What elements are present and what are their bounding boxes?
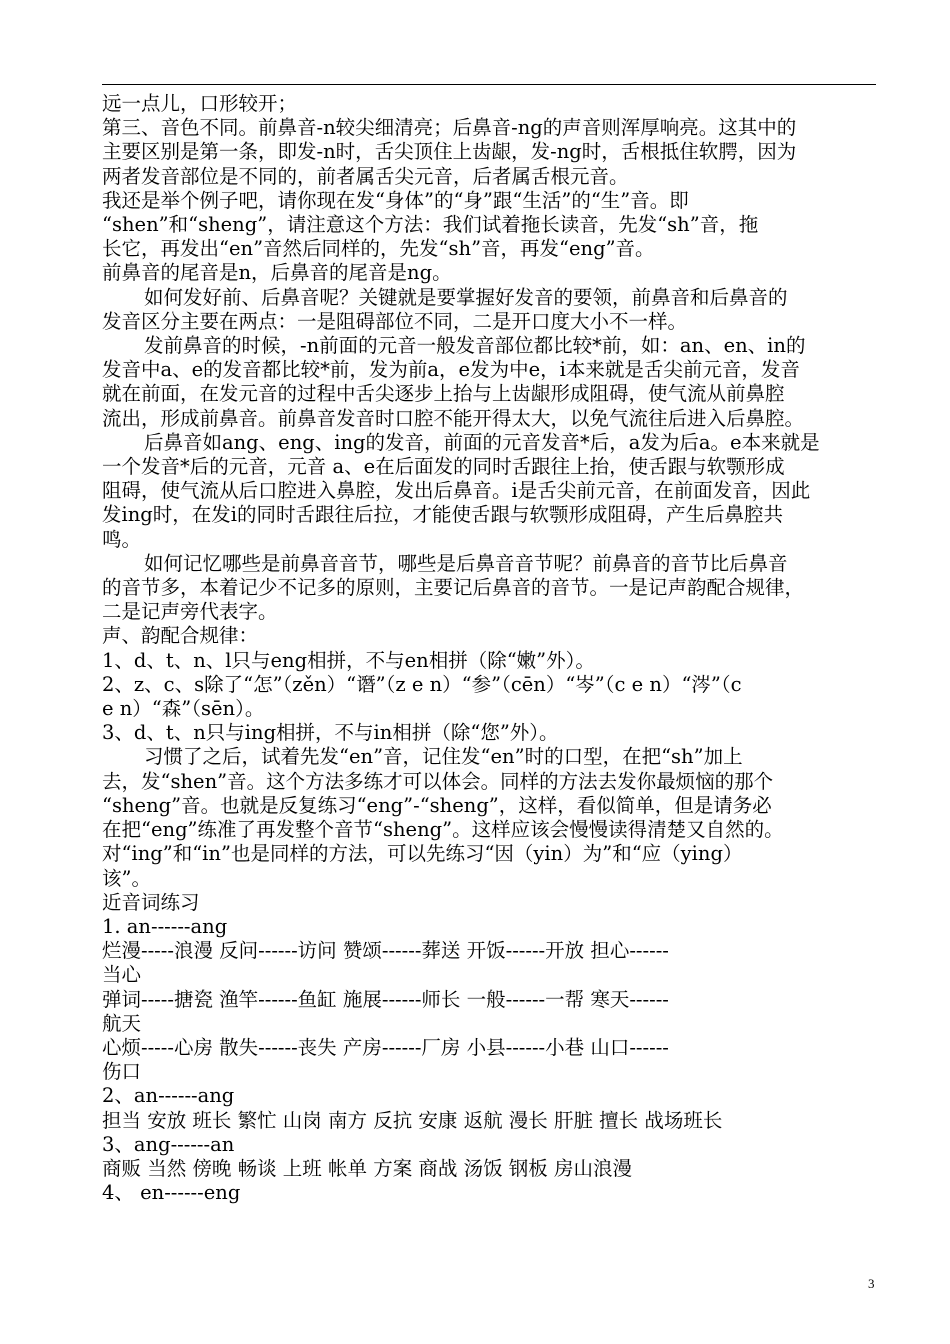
text-line: 对“ing”和“in”也是同样的方法，可以先练习“因（yin）为”和“应（ying） bbox=[102, 842, 743, 866]
text-line: 发ing时，在发i的同时舌跟往后拉，才能使舌跟与软颚形成阻碍，产生后鼻腔共 bbox=[102, 503, 784, 527]
text-line: 第三、音色不同。前鼻音-n较尖细清亮；后鼻音-ng的声音则浑厚响亮。这其中的 bbox=[102, 116, 797, 140]
document-body bbox=[102, 92, 880, 1205]
text-line: 后鼻音如ang、eng、ing的发音，前面的元音发音*后，a发为后a。e本来就是 bbox=[144, 430, 820, 454]
text-line: 发前鼻音的时候，-n前面的元音一般发音部位都比较*前，如：an、en、in的 bbox=[144, 334, 806, 358]
text-line: 3、d、t、n只与ing相拼，不与in相拼（除“您”外）。 bbox=[102, 721, 559, 745]
text-line: 阻碍，使气流从后口腔进入鼻腔，发出后鼻音。i是舌尖前元音，在前面发音，因此 bbox=[102, 479, 811, 503]
text-line: 1、d、t、n、l只与eng相拼，不与en相拼（除“嫩”外）。 bbox=[102, 648, 595, 672]
text-line: 2、an------ang bbox=[102, 1084, 235, 1108]
text-line: 声、韵配合规律： bbox=[102, 624, 259, 648]
text-line: 该”。 bbox=[102, 866, 151, 890]
text-line: 我还是举个例子吧，请你现在发“身体”的“身”跟“生活”的“生”音。即 bbox=[102, 188, 689, 212]
text-line: 去，发“shen”音。这个方法多练才可以体会。同样的方法去发你最烦恼的那个 bbox=[102, 769, 774, 793]
section-heading: 近音词练习 bbox=[102, 890, 200, 914]
text-line: 伤口 bbox=[102, 1060, 142, 1084]
text-line: 如何记忆哪些是前鼻音音节，哪些是后鼻音音节呢？前鼻音的音节比后鼻音 bbox=[144, 551, 788, 575]
text-line: 习惯了之后，试着先发“en”音，记住发“en”时的口型，在把“sh”加上 bbox=[144, 745, 743, 769]
text-line: 当心 bbox=[102, 963, 142, 987]
text-line: 主要区别是第一条，即发-n时，舌尖顶住上齿龈，发-ng时，舌根抵住软腭，因为 bbox=[102, 140, 797, 164]
text-line: 担当 安放 班长 繁忙 山岗 南方 反抗 安康 返航 漫长 肝脏 擅长 战场班长 bbox=[102, 1108, 723, 1132]
text-line: 前鼻音的尾音是n，后鼻音的尾音是ng。 bbox=[102, 261, 452, 285]
text-line: “sheng”音。也就是反复练习“eng”-“sheng”，这样，看似简单，但是请务必 bbox=[102, 793, 772, 817]
text-line: 发音区分主要在两点：一是阻碍部位不同，二是开口度大小不一样。 bbox=[102, 309, 688, 333]
text-line: 在把“eng”练准了再发整个音节“sheng”。这样应该会慢慢读得清楚又自然的。 bbox=[102, 818, 784, 842]
text-line: 4、 en------eng bbox=[102, 1181, 241, 1205]
text-line: 3、ang------an bbox=[102, 1132, 235, 1156]
text-line: 一个发音*后的元音，元音 a、e在后面发的同时舌跟往上抬，使舌跟与软颚形成 bbox=[102, 455, 785, 479]
text-line: 流出，形成前鼻音。前鼻音发音时口腔不能开得太大，以免气流往后进入后鼻腔。 bbox=[102, 406, 805, 430]
text-line: 两者发音部位是不同的，前者属舌尖元音，后者属舌根元音。 bbox=[102, 164, 629, 188]
text-line: 烂漫-----浪漫 反问------访问 赞颂------葬送 开饭------开放 担心------ bbox=[102, 939, 669, 963]
text-line: 2、z、c、s除了“怎”（zěn）“谮”（z e n）“参”（cēn）“岑”（c e n）“涔”（c bbox=[102, 672, 742, 696]
text-line: e n）“森”（sēn）。 bbox=[102, 697, 265, 721]
text-line: 发音中a、e的发音都比较*前，发为前a，e发为中e，i本来就是舌尖前元音，发音 bbox=[102, 358, 800, 382]
text-line: 的音节多，本着记少不记多的原则，主要记后鼻音的音节。一是记声韵配合规律， bbox=[102, 576, 805, 600]
text-line: 鸣。 bbox=[102, 527, 142, 551]
text-line: 弹词-----搪瓷 渔竿------鱼缸 施展------师长 一般------一帮 寒天------ bbox=[102, 987, 669, 1011]
text-line: 心烦-----心房 散失------丧失 产房------厂房 小县------小巷 山口------ bbox=[102, 1035, 669, 1059]
text-line: 二是记声旁代表字。 bbox=[102, 600, 278, 624]
text-line: 就在前面，在发元音的过程中舌尖逐步上抬与上齿龈形成阻碍，使气流从前鼻腔 bbox=[102, 382, 785, 406]
text-line: “shen”和“sheng”，请注意这个方法：我们试着拖长读音，先发“sh”音，拖 bbox=[102, 213, 759, 237]
header-rule bbox=[102, 84, 876, 85]
text-line: 商贩 当然 傍晚 畅谈 上班 帐单 方案 商战 汤饭 钢板 房山浪漫 bbox=[102, 1156, 632, 1180]
text-line: 如何发好前、后鼻音呢？关键就是要掌握好发音的要领，前鼻音和后鼻音的 bbox=[144, 285, 788, 309]
text-line: 航天 bbox=[102, 1011, 142, 1035]
page-number: 3 bbox=[868, 1276, 875, 1291]
text-line: 长它，再发出“en”音然后同样的，先发“sh”音，再发“eng”音。 bbox=[102, 237, 655, 261]
text-line: 1. an------ang bbox=[102, 914, 228, 938]
text-line: 远一点儿，口形较开； bbox=[102, 92, 298, 115]
